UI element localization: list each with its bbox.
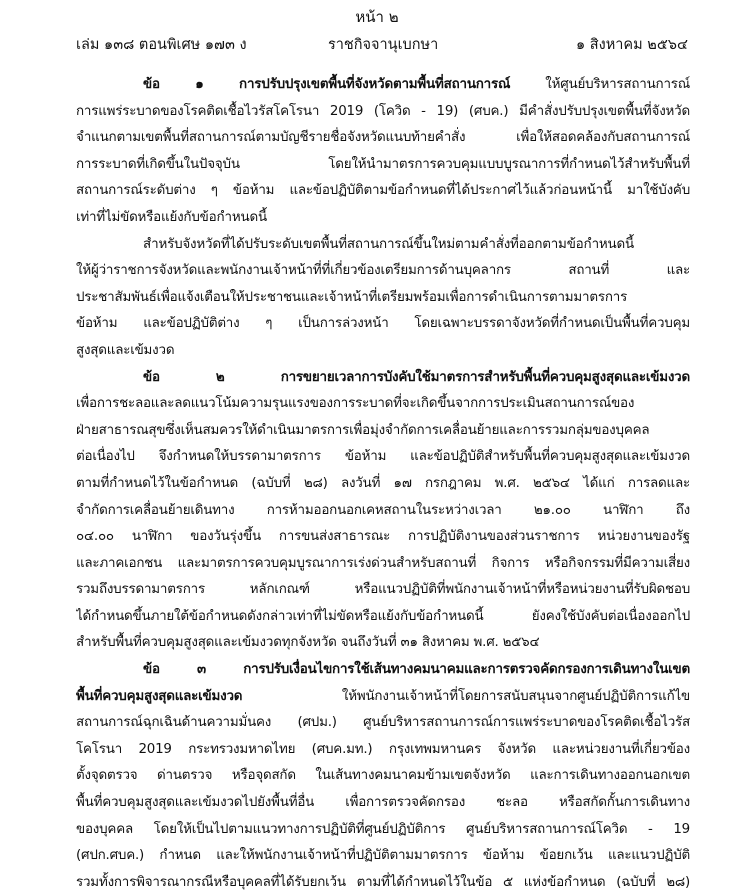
- paragraph-line: พื้นที่ควบคุมสูงสุดและเข้มงวดไปยังพื้นที่อื่น เพื่อการตรวจคัดกรอง ชะลอ หรือสกัดกั้นการเดินทาง: [76, 795, 690, 811]
- section-1-paragraph-2: [76, 232, 690, 365]
- paragraph-line: รวมถึงบรรดามาตรการ หลักเกณฑ์ หรือแนวปฏิบัติที่พนักงานเจ้าหน้าที่หรือหน่วยงานที่รับผิดชอบ: [76, 582, 690, 598]
- paragraph-line: เท่าที่ไม่ขัดหรือแย้งกับข้อกำหนดนี้: [76, 209, 267, 225]
- paragraph-line: การระบาดที่เกิดขึ้นในปัจจุบัน โดยให้นำมาตรการควบคุมแบบบูรณาการที่กำหนดไว้สำหรับพื้นที่: [76, 156, 690, 172]
- paragraph-line: โคโรนา 2019 กระทรวงมหาดไทย (ศบค.มท.) กรุงเทพมหานคร จังหวัด และหน่วยงานที่เกี่ยวข้อง: [76, 741, 690, 757]
- section-heading-continued: พื้นที่ควบคุมสูงสุดและเข้มงวด: [76, 688, 243, 704]
- paragraph-line: (ศปก.ศบค.) กำหนด และให้พนักงานเจ้าหน้าที่ปฏิบัติตามมาตรการ ข้อห้าม ข้อยกเว้น และแนวปฏิบัติ: [76, 848, 690, 864]
- paragraph-line: ของบุคคล โดยให้เป็นไปตามแนวทางการปฏิบัติที่ศูนย์ปฏิบัติการ ศูนย์บริหารสถานการณ์โควิด - 19: [76, 821, 690, 837]
- paragraph-line: สำหรับจังหวัดที่ได้ปรับระดับเขตพื้นที่สถานการณ์ขึ้นใหม่ตามคำสั่งที่ออกตามข้อกำหนดนี้: [143, 236, 634, 252]
- paragraph-line: ๐๔.๐๐ นาฬิกา ของวันรุ่งขึ้น การขนส่งสาธารณะ การปฏิบัติงานของส่วนราชการ หน่วยงานของรัฐ: [76, 529, 690, 545]
- paragraph-line: และภาคเอกชน และมาตรการควบคุมบูรณาการเร่งด่วนสำหรับสถานที่ กิจการ หรือกิจกรรมที่มีความเสี่ยง: [76, 555, 690, 571]
- paragraph-line: พื้นที่ควบคุมสูงสุดและเข้มงวด ให้พนักงานเจ้าหน้าที่โดยการสนับสนุนจากศูนย์ปฏิบัติการแก้ไข: [76, 688, 690, 704]
- paragraph-line: ให้ผู้ว่าราชการจังหวัดและพนักงานเจ้าหน้าที่ที่เกี่ยวข้องเตรียมการด้านบุคลากร สถานที่ และ: [76, 263, 690, 279]
- paragraph-line: ต่อเนื่องไป จึงกำหนดให้บรรดามาตรการ ข้อห้าม และข้อปฏิบัติสำหรับพื้นที่ควบคุมสูงสุดและเข้มงวด: [76, 449, 690, 465]
- section-2: [76, 365, 690, 658]
- document-body: [76, 72, 690, 896]
- paragraph-line: ข้อห้าม และข้อปฏิบัติต่าง ๆ เป็นการล่วงหน้า โดยเฉพาะบรรดาจังหวัดที่กำหนดเป็นพื้นที่ควบคุม: [76, 316, 690, 332]
- paragraph-line: จำแนกตามเขตพื้นที่สถานการณ์ตามบัญชีรายชื่อจังหวัดแนบท้ายคำสั่ง เพื่อให้สอดคล้องกับสถานการณ์: [76, 130, 690, 146]
- paragraph-line: ฝ่ายสาธารณสุขซึ่งเห็นสมควรให้ดำเนินมาตรการเพื่อมุ่งจำกัดการเคลื่อนย้ายและการรวมกลุ่มของบุคคล: [76, 422, 650, 438]
- gazette-header: [76, 34, 688, 56]
- volume-info: เล่ม ๑๓๘ ตอนพิเศษ ๑๗๓ ง: [76, 37, 247, 53]
- paragraph-line: ข้อ ๑ การปรับปรุงเขตพื้นที่จังหวัดตามพื้นที่สถานการณ์ ให้ศูนย์บริหารสถานการณ์: [143, 77, 690, 92]
- paragraph-line: เพื่อการชะลอและลดแนวโน้มความรุนแรงของการระบาดที่จะเกิดขึ้นจากการประเมินสถานการณ์ของ: [76, 396, 635, 412]
- section-1: [76, 72, 690, 232]
- publication-date: ๑ สิงหาคม ๒๕๖๔: [575, 37, 688, 53]
- paragraph-line: จำกัดการเคลื่อนย้ายเดินทาง การห้ามออกนอกเคหสถานในระหว่างเวลา ๒๑.๐๐ นาฬิกา ถึง: [76, 502, 690, 518]
- page-number: หน้า ๒: [355, 8, 399, 26]
- paragraph-line: สถานการณ์ระดับต่าง ๆ ข้อห้าม และข้อปฏิบัติตามข้อกำหนดที่ได้ประกาศไว้แล้วก่อนหน้านี้ มาใช้บังคับ: [76, 183, 690, 199]
- paragraph-line: ประชาสัมพันธ์เพื่อแจ้งเตือนให้ประชาชนและเจ้าหน้าที่เตรียมพร้อมเพื่อการดำเนินการตามมาตรการ: [76, 289, 628, 305]
- paragraph-line: ตั้งจุดตรวจ ด่านตรวจ หรือจุดสกัด ในเส้นทางคมนาคมข้ามเขตจังหวัด และการเดินทางออกนอกเขต: [76, 768, 690, 784]
- paragraph-line: ตามที่กำหนดไว้ในข้อกำหนด (ฉบับที่ ๒๘) ลงวันที่ ๑๗ กรกฎาคม พ.ศ. ๒๕๖๔ ได้แก่ การลดและ: [76, 475, 690, 491]
- paragraph-line: สำหรับพื้นที่ควบคุมสูงสุดและเข้มงวดทุกจังหวัด จนถึงวันที่ ๓๑ สิงหาคม พ.ศ. ๒๕๖๔: [76, 635, 540, 651]
- section-heading: ข้อ ๒ การขยายเวลาการบังคับใช้มาตรการสำหรับพื้นที่ควบคุมสูงสุดและเข้มงวด: [143, 369, 690, 385]
- paragraph-line: ได้กำหนดขึ้นภายใต้ข้อกำหนดดังกล่าวเท่าที่ไม่ขัดหรือแย้งกับข้อกำหนดนี้ ยังคงใช้บังคับต่อเนื่องออกไป: [76, 608, 690, 624]
- publication-name: ราชกิจจานุเบกษา: [328, 37, 439, 53]
- paragraph-line: สูงสุดและเข้มงวด: [76, 342, 175, 358]
- section-3: [76, 657, 690, 896]
- section-heading: ข้อ ๑ การปรับปรุงเขตพื้นที่จังหวัดตามพื้นที่สถานการณ์: [143, 77, 511, 92]
- paragraph-line: สถานการณ์ฉุกเฉินด้านความมั่นคง (ศปม.) ศูนย์บริหารสถานการณ์การแพร่ระบาดของโรคติดเชื้อไวรัส: [76, 715, 690, 731]
- paragraph-line: รวมทั้งการพิจารณากรณีหรือบุคคลที่ได้รับยกเว้น ตามที่ได้กำหนดไว้ในข้อ ๕ แห่งข้อกำหนด (ฉบับที่ ๒๘): [76, 874, 690, 890]
- paragraph-line: การแพร่ระบาดของโรคติดเชื้อไวรัสโคโรนา 2019 (โควิด - 19) (ศบค.) มีคำสั่งปรับปรุงเขตพื้นที่จังหวัด: [76, 103, 690, 119]
- section-heading: ข้อ ๓ การปรับเงื่อนไขการใช้เส้นทางคมนาคมและการตรวจคัดกรองการเดินทางในเขต: [143, 662, 690, 678]
